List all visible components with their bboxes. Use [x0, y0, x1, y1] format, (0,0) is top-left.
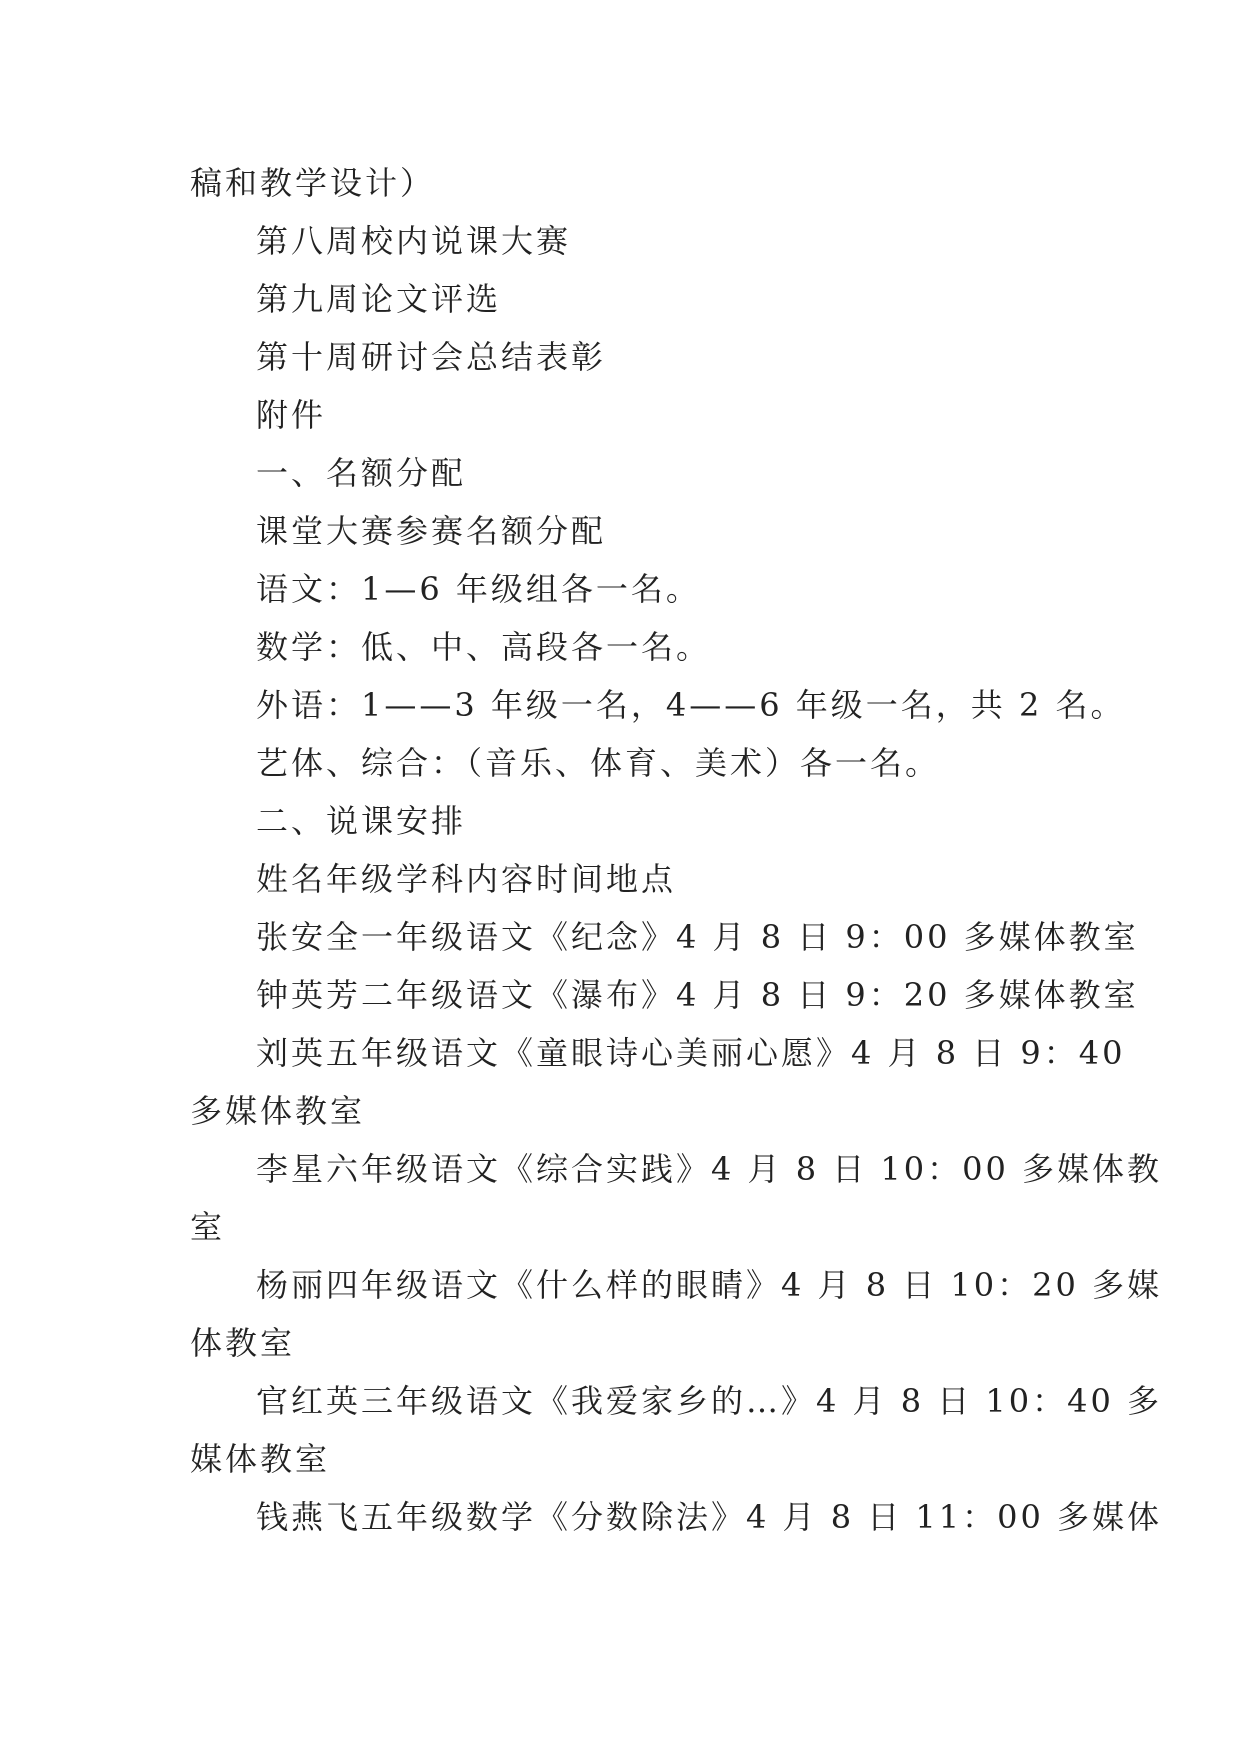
schedule-row: 官红英三年级语文《我爱家乡的…》4 月 8 日 10：40 多: [256, 1382, 1163, 1420]
schedule-row-continued: 室: [190, 1208, 226, 1246]
schedule-row-continued: 媒体教室: [190, 1440, 331, 1478]
text-line: 数学：低、中、高段各一名。: [256, 628, 712, 666]
schedule-row-continued: 体教室: [190, 1324, 296, 1362]
schedule-row: 钱燕飞五年级数学《分数除法》4 月 8 日 11：00 多媒体: [256, 1498, 1163, 1536]
schedule-row: 李星六年级语文《综合实践》4 月 8 日 10：00 多媒体教: [256, 1150, 1163, 1188]
text-line: 第九周论文评选: [256, 280, 502, 318]
schedule-row: 张安全一年级语文《纪念》4 月 8 日 9：00 多媒体教室: [256, 918, 1139, 956]
text-line: 第十周研讨会总结表彰: [256, 338, 607, 376]
text-line: 附件: [256, 396, 327, 434]
schedule-row: 刘英五年级语文《童眼诗心美丽心愿》4 月 8 日 9：40: [256, 1034, 1126, 1072]
table-header-line: 姓名年级学科内容时间地点: [256, 860, 677, 898]
section-heading: 一、名额分配: [256, 454, 467, 492]
schedule-row: 杨丽四年级语文《什么样的眼睛》4 月 8 日 10：20 多媒: [256, 1266, 1163, 1304]
schedule-row: 钟英芳二年级语文《瀑布》4 月 8 日 9：20 多媒体教室: [256, 976, 1139, 1014]
section-heading: 二、说课安排: [256, 802, 467, 840]
schedule-row-continued: 多媒体教室: [190, 1092, 366, 1130]
text-line: 稿和教学设计）: [190, 164, 436, 202]
text-line: 语文：1—6 年级组各一名。: [256, 570, 701, 608]
text-line: 外语：1——3 年级一名，4——6 年级一名，共 2 名。: [256, 686, 1126, 724]
text-line: 第八周校内说课大赛: [256, 222, 572, 260]
text-line: 艺体、综合：（音乐、体育、美术）各一名。: [256, 744, 941, 782]
text-line: 课堂大赛参赛名额分配: [256, 512, 607, 550]
